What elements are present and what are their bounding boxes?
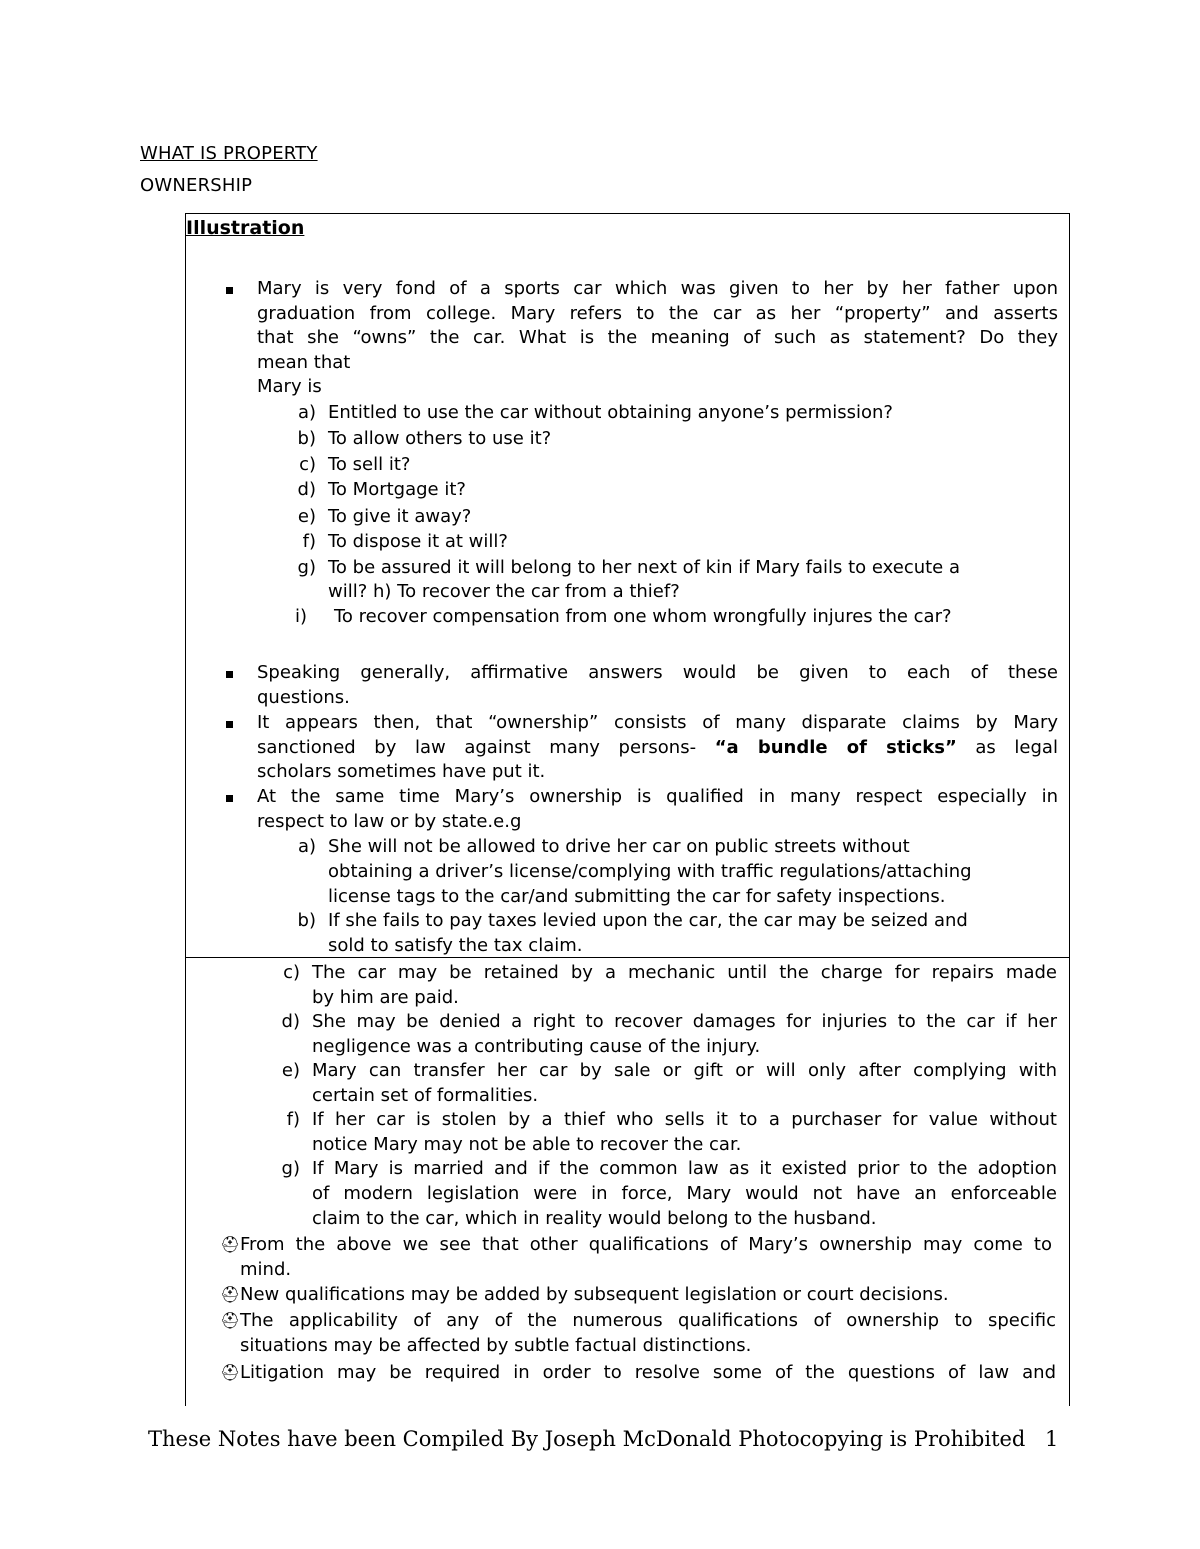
cap-line: The applicability of any of the numerous qualifications of ownership to specific	[240, 1310, 1056, 1331]
list-label: a)	[297, 402, 316, 423]
page-number: 1	[1045, 1427, 1059, 1451]
list-label: i)	[294, 606, 308, 627]
qualification-item	[270, 1156, 1060, 1232]
question-text: will? h) To recover the car from a thief?	[328, 581, 680, 602]
illustration-title: Illustration	[186, 217, 305, 239]
bullet-icon	[226, 795, 233, 802]
qualification-text: If her car is stolen by a thief who sells it to a purchaser for value without	[312, 1109, 1057, 1130]
bullet-icon	[226, 671, 233, 678]
appears-line: It appears then, that “ownership” consists of many disparate claims by Mary	[257, 712, 1058, 733]
qualification-item	[270, 960, 1060, 1010]
intro-line: that she “owns” the car. What is the meaning of such as statement? Do they	[257, 327, 1058, 349]
cap-icon: ⛑	[220, 1363, 241, 1382]
speaking-line: questions.	[257, 686, 350, 708]
question-text: Entitled to use the car without obtaining anyone’s permission?	[328, 402, 893, 423]
appears-line-2	[257, 736, 1058, 761]
question-text: To recover compensation from one whom wrongfully injures the car?	[334, 606, 952, 627]
question-text: To dispose it at will?	[328, 531, 508, 552]
bullet-icon	[226, 287, 233, 294]
same-time-line: At the same time Mary’s ownership is qualified in many respect especially in	[257, 786, 1058, 807]
same-time-line: respect to law or by state.e.g	[257, 810, 522, 832]
list-label: b)	[297, 910, 316, 931]
heading-what-is-property: WHAT IS PROPERTY	[140, 143, 318, 164]
speaking-paragraph	[257, 661, 1058, 710]
list-label: g)	[281, 1158, 300, 1179]
qualification-text: claim to the car, which in reality would belong to the husband.	[312, 1208, 877, 1229]
qualification-text: certain set of formalities.	[312, 1085, 539, 1106]
cap-bullet-text	[240, 1283, 1052, 1308]
heading-ownership: OWNERSHIP	[140, 175, 253, 196]
qualification-item	[270, 1009, 1060, 1059]
qualification-text: If she fails to pay taxes levied upon the car, the car may be seized and	[328, 910, 968, 931]
bundle-of-sticks-text: “a bundle of sticks”	[714, 736, 957, 758]
cap-bullet-text	[240, 1233, 1052, 1282]
list-label: f)	[286, 1109, 300, 1130]
qualification-text: obtaining a driver’s license/complying with traffic regulations/attaching	[328, 861, 972, 882]
intro-line: Mary is	[257, 376, 322, 398]
cap-line: Litigation may be required in order to resolve some of the questions of law and	[240, 1362, 1056, 1383]
question-text: To be assured it will belong to her next of kin if Mary fails to execute a	[328, 557, 961, 578]
cap-line: situations may be affected by subtle factual distinctions.	[240, 1334, 752, 1356]
qualification-text: If Mary is married and if the common law as it existed prior to the adoption	[312, 1158, 1057, 1179]
cap-icon: ⛑	[220, 1285, 241, 1304]
qualification-text: sold to satisfy the tax claim.	[328, 935, 583, 956]
footer-text: These Notes have been Compiled By Joseph McDonald Photocopying is Prohibited	[148, 1427, 1026, 1451]
qualification-text: She will not be allowed to drive her car on public streets without	[328, 836, 910, 857]
appears-text: sanctioned by law against many persons-	[257, 736, 697, 758]
qualification-text: of modern legislation were in force, Mary would not have an enforceable	[312, 1183, 1057, 1204]
list-label: b)	[297, 428, 316, 449]
appears-line: scholars sometimes have put it.	[257, 761, 546, 783]
question-text: To give it away?	[328, 506, 472, 527]
cap-icon: ⛑	[220, 1311, 241, 1330]
qualification-text: by him are paid.	[312, 987, 459, 1008]
qualification-text: The car may be retained by a mechanic until the charge for repairs made	[312, 962, 1057, 983]
intro-line: graduation from college. Mary refers to the car as her “property” and asserts	[257, 302, 1058, 324]
intro-line: mean that	[257, 351, 351, 373]
list-label: d)	[281, 1011, 300, 1032]
cap-line: mind.	[240, 1258, 292, 1280]
cap-bullet-text	[240, 1309, 1056, 1358]
question-text: To Mortgage it?	[328, 479, 466, 500]
list-label: c)	[283, 962, 300, 983]
qualification-text: license tags to the car/and submitting the car for safety inspections.	[328, 886, 946, 907]
qualification-text: negligence was a contributing cause of the injury.	[312, 1036, 761, 1057]
qualification-item	[270, 1058, 1060, 1108]
speaking-line: Speaking generally, affirmative answers would be given to each of these	[257, 662, 1058, 683]
cap-bullet-text	[240, 1361, 1056, 1386]
list-label: g)	[297, 557, 316, 578]
illustration-box	[185, 213, 1070, 958]
bullet-icon	[226, 721, 233, 728]
continuation-box	[185, 958, 1070, 1406]
qualification-text: She may be denied a right to recover damages for injuries to the car if her	[312, 1011, 1057, 1032]
list-label: d)	[297, 479, 316, 500]
list-label: e)	[297, 506, 316, 527]
appears-text: as legal	[975, 736, 1058, 758]
question-text: To allow others to use it?	[328, 428, 552, 449]
list-label: a)	[297, 836, 316, 857]
list-label: c)	[299, 454, 316, 475]
list-label: f)	[302, 531, 316, 552]
list-label: e)	[281, 1060, 300, 1081]
same-time-paragraph	[257, 785, 1058, 834]
question-item	[286, 555, 1066, 607]
qualification-item	[270, 1107, 1060, 1157]
cap-icon: ⛑	[220, 1235, 241, 1254]
intro-paragraph	[257, 277, 1058, 400]
qualification-item	[286, 908, 1066, 960]
qualification-item	[286, 834, 1066, 910]
cap-line: New qualifications may be added by subsequent legislation or court decisions.	[240, 1284, 949, 1305]
intro-line: Mary is very fond of a sports car which was given to her by her father upon	[257, 278, 1058, 299]
cap-line: From the above we see that other qualifications of Mary’s ownership may come to	[240, 1234, 1052, 1255]
question-text: To sell it?	[328, 454, 411, 475]
qualification-text: notice Mary may not be able to recover the car.	[312, 1134, 742, 1155]
qualification-text: Mary can transfer her car by sale or gift or will only after complying with	[312, 1060, 1057, 1081]
appears-paragraph	[257, 711, 1058, 785]
